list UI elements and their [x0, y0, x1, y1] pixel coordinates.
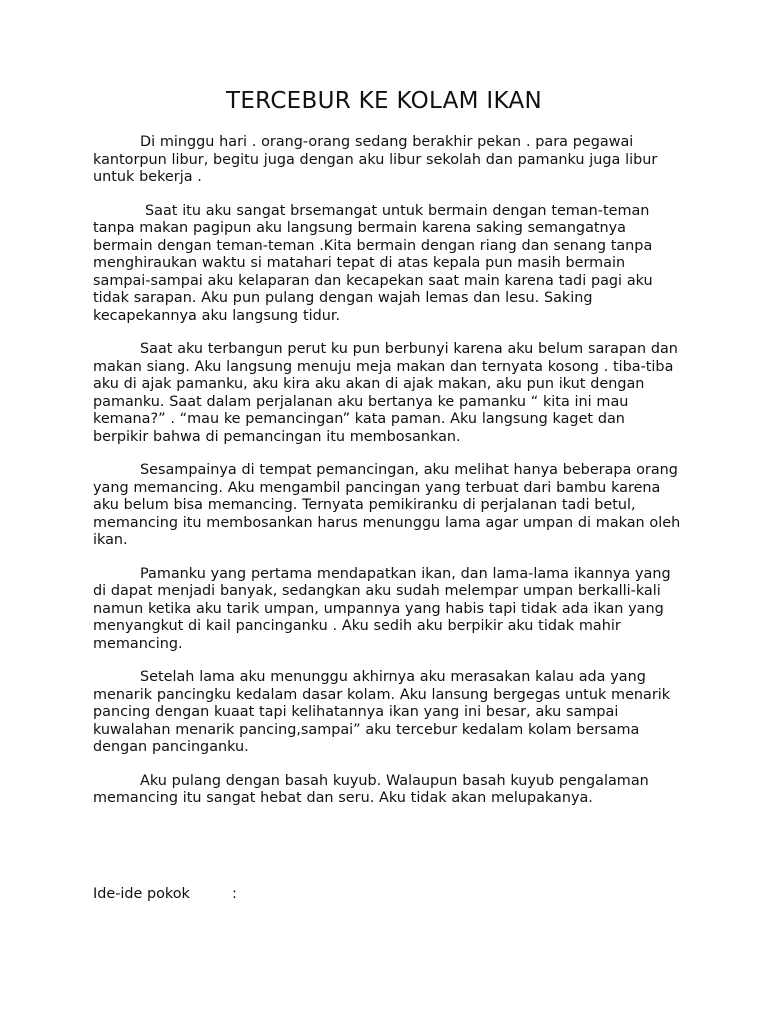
paragraph-6: Setelah lama aku menunggu akhirnya aku merasakan kalau ada yang menarik pancingku kedalam dasar kolam. Aku lansung bergegas untuk menarik pancing dengan kuaat tapi kelihatannya ikan yang ini besar, aku sampai kuwalahan menarik pancing,sampai” aku tercebur kedalam kolam bersama dengan pancinganku. [93, 669, 671, 755]
story-body [93, 134, 683, 824]
paragraph-3: Saat aku terbangun perut ku pun berbunyi karena aku belum sarapan dan makan siang. Aku langsung menuju meja makan dan ternyata kosong . tiba-tiba aku di ajak pamanku, aku kira aku akan di ajak makan, aku pun ikut dengan pamanku. Saat dalam perjalanan aku bertanya ke pamanku “ kita ini mau kemana?” . “mau ke pemancingan” kata paman. Aku langsung kaget dan berpikir bahwa di pemancingan itu membosankan. [93, 341, 678, 445]
key-ideas-line [93, 885, 237, 903]
paragraph-1: Di minggu hari . orang-orang sedang berakhir pekan . para pegawai kantorpun libur, begitu juga dengan aku libur sekolah dan pamanku juga libur untuk bekerja . [93, 134, 658, 185]
key-ideas-colon: : [232, 886, 237, 902]
paragraph-2: Saat itu aku sangat brsemangat untuk bermain dengan teman-teman tanpa makan pagipun aku langsung bermain karena saking semangatnya bermain dengan teman-teman .Kita bermain dengan riang dan senang tanpa menghiraukan waktu si matahari tepat di atas kepala pun masih bermain sampai-sampai aku kelaparan dan kecapekan saat main karena tadi pagi aku tidak sarapan. Aku pun pulang dengan wajah lemas dan lesu. Saking kecapekannya aku langsung tidur. [93, 202, 653, 324]
paragraph-4: Sesampainya di tempat pemancingan, aku melihat hanya beberapa orang yang memancing. Aku mengambil pancingan yang terbuat dari bambu karena aku belum bisa memancing. Ternyata pemikiranku di perjalanan tadi betul, memancing itu membosankan harus menunggu lama agar umpan di makan oleh ikan. [93, 462, 681, 548]
paragraph-5: Pamanku yang pertama mendapatkan ikan, dan lama-lama ikannya yang di dapat menjadi banyak, sedangkan aku sudah melempar umpan berkalli-kali namun ketika aku tarik umpan, umpannya yang habis tapi tidak ada ikan yang menyangkut di kail pancinganku . Aku sedih aku berpikir aku tidak mahir memancing. [93, 565, 671, 652]
page-title: TERCEBUR KE KOLAM IKAN [226, 88, 542, 114]
key-ideas-label: Ide-ide pokok [93, 886, 190, 902]
paragraph-7: Aku pulang dengan basah kuyub. Walaupun basah kuyub pengalaman memancing itu sangat hebat dan seru. Aku tidak akan melupakanya. [93, 772, 649, 806]
